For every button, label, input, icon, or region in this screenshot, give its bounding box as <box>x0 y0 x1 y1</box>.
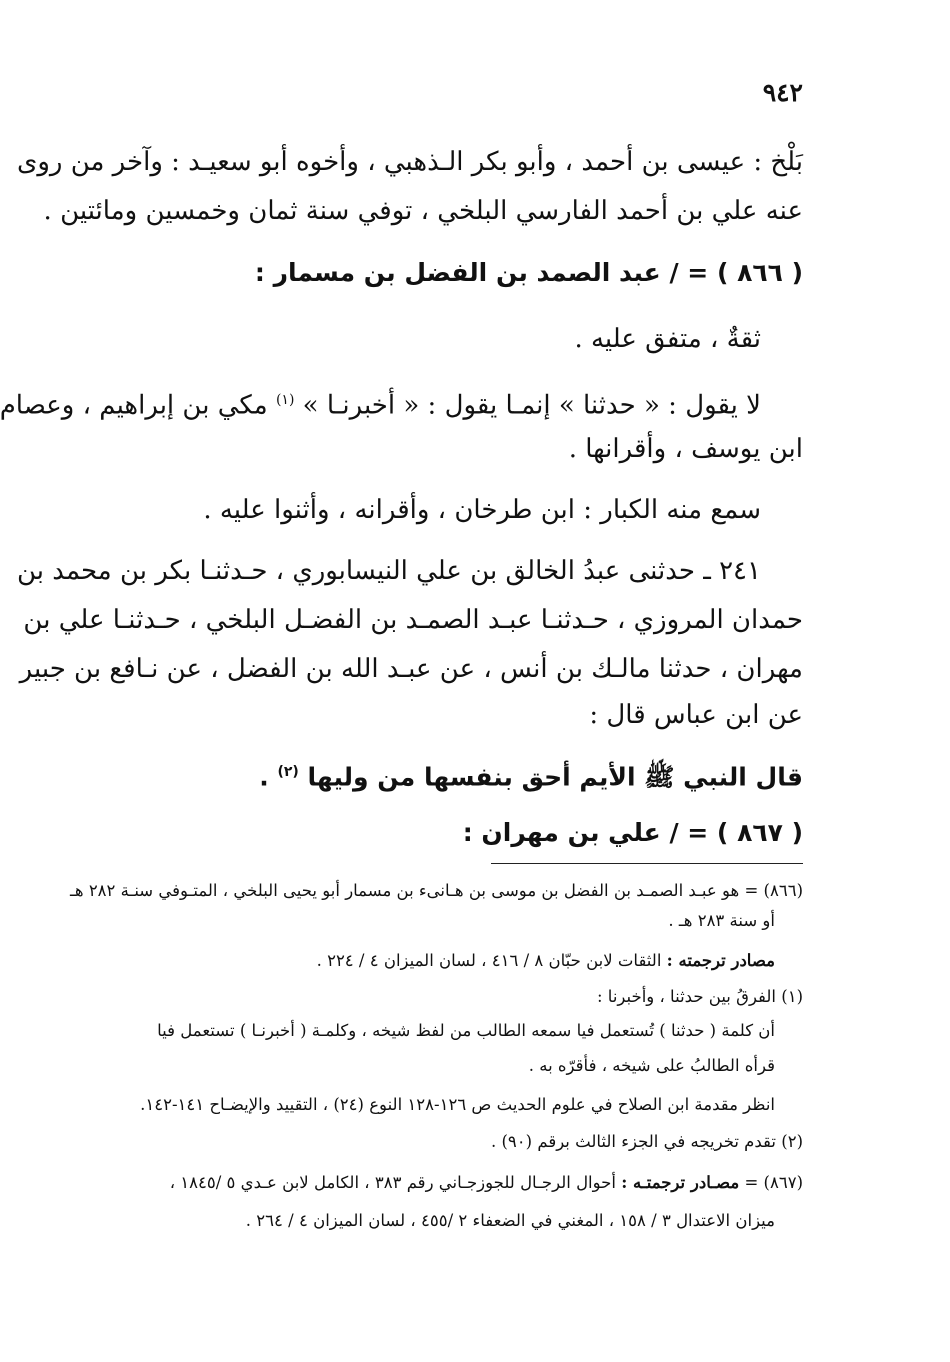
footnote-1-line: انظر مقدمة ابن الصلاح في علوم الحديث ص ١٢٦-١٢٨ النوع (٢٤) ، التقييد والإيضـاح ١٤١-١٤٢. <box>140 1095 775 1114</box>
sources-label: مصادر ترجمته : <box>666 951 775 970</box>
heard-statement: سمع منه الكبار : ابن طرخان ، وأقرانه ، وأثنوا عليه . <box>203 495 761 525</box>
paragraph-line <box>0 380 803 424</box>
hadith-line: مهران ، حدثنا مالـك بن أنس ، عن عبـد الله بن الفضل ، عن نـافع بن جبير <box>19 654 803 684</box>
footnote-ref: (٢) <box>277 764 299 780</box>
paragraph-line: عنه علي بن أحمد الفارسي البلخي ، توفي سنة ثمان وخمسين ومائتين . <box>43 196 803 226</box>
saying-text: قال النبي ﷺ الأيم أحق بنفسها من وليها <box>307 762 803 792</box>
saying-end: . <box>259 762 269 792</box>
page-number: ٩٤٢ <box>762 78 803 107</box>
entry-heading-867: ( ٨٦٧ ) = / علي بن مهران : <box>462 818 803 847</box>
text-fragment: لا يقول : « حدثنا » إنمـا يقول : « أخبرنـا » <box>302 390 761 421</box>
footnote-867-number: (٨٦٧) = <box>744 1173 803 1192</box>
sources-label: مصـادر ترجمتـه : <box>621 1173 740 1192</box>
hadith-line: ٢٤١ ـ حدثنى عبدُ الخالق بن علي النيسابوري ، حـدثنـا بكر بن محمد بن <box>17 556 761 586</box>
footnote-2: (٢) تقدم تخريجه في الجزء الثالث برقم (٩٠) . <box>490 1132 803 1151</box>
footnote-866-line: (٨٦٦) = هو عبـد الصمـد بن الفضل بن موسى بن هـانىء بن مسمار أبو يحيى البلخي ، المتـوفي سنـة ٢٨٢ هـ <box>70 881 803 900</box>
hadith-line: عن ابن عباس قال : <box>589 700 803 730</box>
prophetic-saying <box>111 752 803 796</box>
sources-text: أحوال الرجـال للجوزجـاني رقم ٣٨٣ ، الكامل لابن عـدي ٥ /١٨٤٥ ، <box>169 1173 616 1192</box>
entry-heading-866: ( ٨٦٦ ) = / عبد الصمد بن الفضل بن مسمار : <box>254 258 803 287</box>
footnote-1-line: أن كلمة ( حدثنا ) تُستعمل فيا سمعه الطالب من لفظ شيخه ، وكلمـة ( أخبرنـا ) تستعمل فيا <box>157 1021 775 1040</box>
footnote-867-line: ميزان الاعتدال ٣ / ١٥٨ ، المغني في الضعفاء ٢ /٤٥٥ ، لسان الميزان ٤ / ٢٦٤ . <box>245 1211 775 1230</box>
footnote-1-line: (١) الفرقُ بين حدثنا ، وأخبرنا : <box>596 987 803 1006</box>
trust-statement: ثقةٌ ، متفق عليه . <box>574 324 761 354</box>
footnote-ref: (١) <box>275 392 295 408</box>
footnote-867-line <box>115 1172 803 1194</box>
hadith-line: حمدان المروزي ، حـدثنـا عبـد الصمـد بن الفضـل البلخي ، حـدثنـا علي بن <box>23 605 803 635</box>
footnote-866-sources <box>115 950 775 972</box>
footnote-separator <box>491 863 803 864</box>
footnote-866-line: أو سنة ٢٨٣ هـ . <box>668 911 775 930</box>
sources-text: الثقات لابن حبّان ٨ / ٤١٦ ، لسان الميزان ٤ / ٢٢٤ . <box>316 951 662 970</box>
text-fragment: مكي بن إبراهيم ، وعصام <box>0 390 268 421</box>
paragraph-line: بَلْخ : عيسى بن أحمد ، وأبو بكر الـذهبي ، وأخوه أبو سعيـد : وآخر من روى <box>16 147 803 177</box>
paragraph-line: ابن يوسف ، وأقرانها . <box>568 434 803 464</box>
footnote-1-line: قرأه الطالبُ على شيخه ، فأقرّه به . <box>528 1056 775 1075</box>
